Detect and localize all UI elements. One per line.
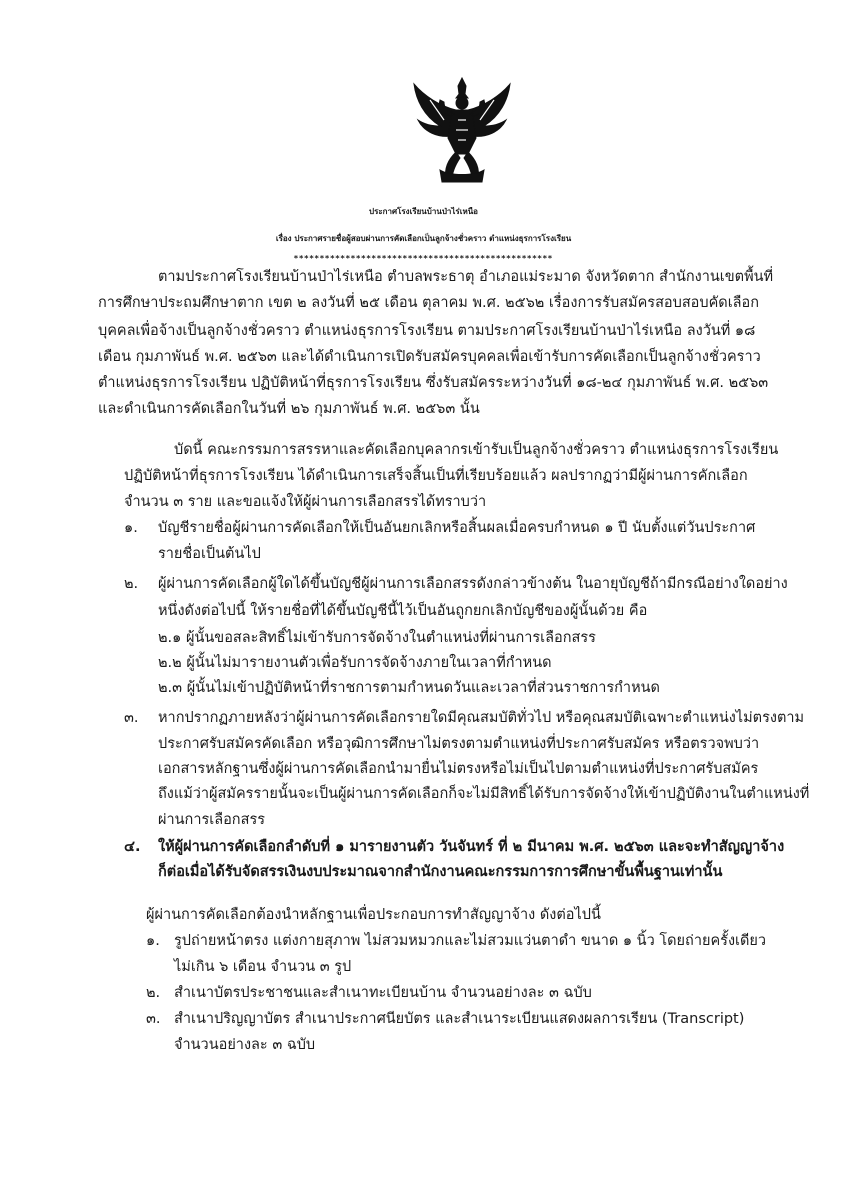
intro-line: บุคคลเพื่อจ้างเป็นลูกจ้างชั่วคราว ตำแหน่งธุรการโรงเรียน ตามประกาศโรงเรียนบ้านป่าไร่เหนือ ลงวันที่ ๑๘	[98, 323, 756, 339]
condition-line: ให้ผู้ผ่านการคัดเลือกลำดับที่ ๑ มารายงานตัว วันจันทร์ ที่ ๒ มีนาคม พ.ศ. ๒๕๖๓ และจะทำสัญญาจ้าง	[158, 839, 785, 855]
condition-subitem: ๒.๑ ผู้นั้นขอสละสิทธิ์ไม่เข้ารับการจัดจ้างในตำแหน่งที่ผ่านการเลือกสรร	[158, 630, 596, 646]
condition-line: ก็ต่อเมื่อได้รับจัดสรรเงินงบประมาณจากสำนักงานคณะกรรมการการศึกษาขั้นพื้นฐานเท่านั้น	[158, 864, 723, 880]
condition-line: หนึ่งดังต่อไปนี้ ให้รายชื่อที่ได้ขึ้นบัญชีนี้ไว้เป็นอันถูกยกเลิกบัญชีของผู้นั้นด้วย คือ	[158, 603, 648, 619]
intro-line: การศึกษาประถมศึกษาตาก เขต ๒ ลงวันที่ ๒๕ เดือน ตุลาคม พ.ศ. ๒๕๖๒ เรื่องการรับสมัครสอบสอบคัดเลือก	[98, 295, 760, 311]
condition-line: ประกาศรับสมัครคัดเลือก หรือวุฒิการศึกษาไม่ตรงตามตำแหน่งที่ประกาศรับสมัคร หรือตรวจพบว่า	[158, 736, 760, 752]
condition-line: บัญชีรายชื่อผู้ผ่านการคัดเลือกให้เป็นอันยกเลิกหรือสิ้นผลเมื่อครบกำหนด ๑ ปี นับตั้งแต่วันประกาศ	[158, 520, 756, 536]
document-line: รูปถ่ายหน้าตรง แต่งกายสุภาพ ไม่สวมหมวกและไม่สวมแว่นตาดำ ขนาด ๑ นิ้ว โดยถ่ายครั้งเดียว	[174, 933, 767, 949]
document-line: ไม่เกิน ๖ เดือน จำนวน ๓ รูป	[174, 959, 352, 975]
document-line: สำเนาบัตรประชาชนและสำเนาทะเบียนบ้าน จำนวนอย่างละ ๓ ฉบับ	[174, 985, 592, 1001]
condition-line: เอกสารหลักฐานซึ่งผู้ผ่านการคัดเลือกนำมายื่นไม่ตรงหรือไม่เป็นไปตามตำแหน่งที่ประกาศรับสมัคร	[158, 761, 759, 777]
documents-heading: ผู้ผ่านการคัดเลือกต้องนำหลักฐานเพื่อประกอบการทำสัญญาจ้าง ดังต่อไปนี้	[146, 907, 601, 923]
asterisk-divider: **************************************************	[293, 254, 554, 263]
intro-line: ตามประกาศโรงเรียนบ้านป่าไร่เหนือ ตำบลพระธาตุ อำเภอแม่ระมาด จังหวัดตาก สำนักงานเขตพื้นที่	[158, 269, 774, 285]
condition-line: ผ่านการเลือกสรร	[158, 812, 266, 828]
document-number: ๓.	[146, 1011, 161, 1027]
announce-line: บัดนี้ คณะกรรมการสรรหาและคัดเลือกบุคลากรเข้ารับเป็นลูกจ้างชั่วคราว ตำแหน่งธุรการโรงเรียน	[174, 442, 779, 458]
intro-line: ตำแหน่งธุรการโรงเรียน ปฏิบัติหน้าที่ธุรการโรงเรียน ซึ่งรับสมัครระหว่างวันที่ ๑๘-๒๔ กุมภาพันธ์ พ.ศ. ๒๕๖๓	[98, 375, 769, 391]
condition-number: ๑.	[124, 520, 138, 536]
announcement-title: ประกาศโรงเรียนบ้านป่าไร่เหนือ	[369, 207, 478, 216]
condition-number: ๓.	[124, 710, 139, 726]
condition-line: รายชื่อเป็นต้นไป	[158, 546, 261, 562]
document-number: ๑.	[146, 933, 160, 949]
garuda-emblem-icon	[410, 76, 514, 186]
announce-line: จำนวน ๓ ราย และขอแจ้งให้ผู้ผ่านการเลือกสรรได้ทราบว่า	[124, 494, 487, 510]
condition-line: หากปรากฏภายหลังว่าผู้ผ่านการคัดเลือกรายใดมีคุณสมบัติทั่วไป หรือคุณสมบัติเฉพาะตำแหน่งไม่ตรงตาม	[158, 710, 805, 726]
document-line: สำเนาปริญญาบัตร สำเนาประกาศนียบัตร และสำเนาระเบียนแสดงผลการเรียน (Transcript)	[174, 1011, 745, 1027]
intro-line: เดือน กุมภาพันธ์ พ.ศ. ๒๕๖๓ และได้ดำเนินการเปิดรับสมัครบุคคลเพื่อเข้ารับการคัดเลือกเป็นลูกจ้างชั่วคราว	[98, 349, 761, 365]
condition-number: ๒.	[124, 576, 139, 592]
condition-subitem: ๒.๓ ผู้นั้นไม่เข้าปฏิบัติหน้าที่ราชการตามกำหนดวันและเวลาที่ส่วนราชการกำหนด	[158, 680, 660, 696]
condition-line: ถึงแม้ว่าผู้สมัครรายนั้นจะเป็นผู้ผ่านการคัดเลือกก็จะไม่มีสิทธิ์ได้รับการจัดจ้างให้เข้าปฏิบัติงานในตำแหน่งที่	[158, 786, 810, 802]
condition-number: ๔.	[124, 839, 141, 855]
document-number: ๒.	[146, 985, 161, 1001]
document-line: จำนวนอย่างละ ๓ ฉบับ	[174, 1037, 316, 1053]
condition-line: ผู้ผ่านการคัดเลือกผู้ใดได้ขึ้นบัญชีผู้ผ่านการเลือกสรรดังกล่าวข้างต้น ในอายุบัญชีถ้ามีกรณีอย่างใดอย่าง	[158, 576, 788, 592]
intro-line: และดำเนินการคัดเลือกในวันที่ ๒๖ กุมภาพันธ์ พ.ศ. ๒๕๖๓ นั้น	[98, 401, 480, 417]
announce-line: ปฏิบัติหน้าที่ธุรการโรงเรียน ได้ดำเนินการเสร็จสิ้นเป็นที่เรียบร้อยแล้ว ผลปรากฏว่ามีผู้ผ่านการคักเลือก	[124, 468, 748, 484]
announcement-subject: เรื่อง ประกาศรายชื่อผู้สอบผ่านการคัดเลือกเป็นลูกจ้างชั่วคราว ตำแหน่งธุรการโรงเรียน	[275, 234, 572, 243]
condition-subitem: ๒.๒ ผู้นั้นไม่มารายงานตัวเพื่อรับการจัดจ้างภายในเวลาที่กำหนด	[158, 655, 552, 671]
